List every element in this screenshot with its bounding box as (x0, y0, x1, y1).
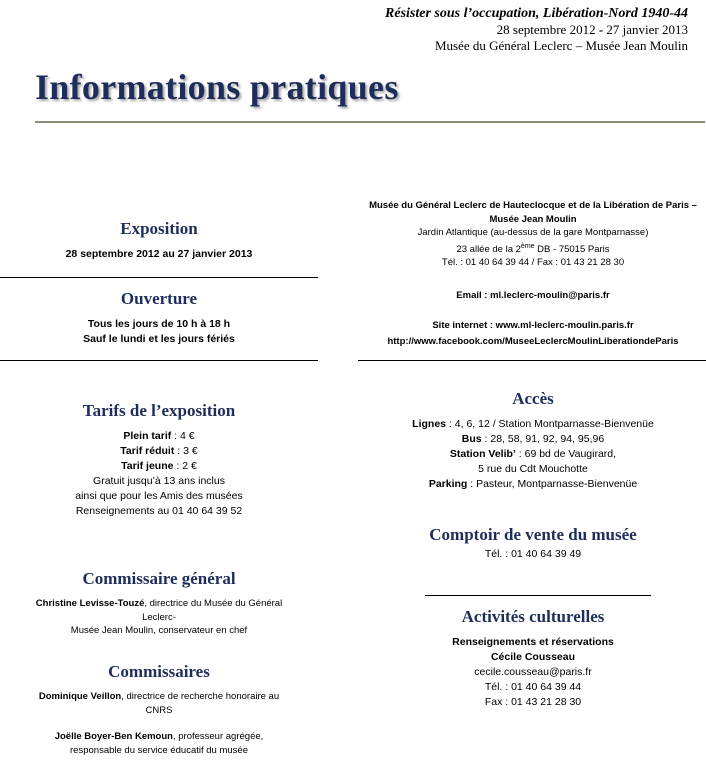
tarif-note: ainsi que pour les Amis des musées (75, 490, 243, 502)
tarif-value: : 2 € (173, 460, 197, 472)
acces-value: 5 rue du Cdt Mouchotte (478, 463, 588, 475)
acces-velib (360, 447, 706, 462)
acces-value: : 69 bd de Vaugirard, (515, 448, 617, 460)
date-start: 28 septembre 2012 (496, 22, 596, 37)
tarif-value: : 3 € (174, 445, 198, 457)
address-text: 23 allée de la 2 (456, 243, 521, 255)
museum-email[interactable]: Email : ml.leclerc-moulin@paris.fr (456, 290, 610, 301)
tarifs-list (0, 429, 318, 519)
tarif-label: Tarif jeune (121, 460, 174, 472)
commissaire-general-info (0, 597, 318, 638)
tarif-jeune (0, 459, 318, 474)
ouverture-hours (0, 317, 318, 347)
exposition-dates: 28 septembre 2012 au 27 janvier 2013 (65, 248, 253, 260)
person-name: Dominique Veillon (38, 691, 122, 702)
acces-info (360, 417, 706, 492)
tarif-plein (0, 429, 318, 444)
tarif-value: : 4 € (171, 430, 195, 442)
acces-label: Bus (461, 433, 482, 445)
person-name: Joëlle Boyer-Ben Kemoun (54, 731, 173, 742)
tarif-reduit (0, 444, 318, 459)
ouverture-heading: Ouverture (120, 289, 198, 308)
person-role: CNRS (145, 704, 173, 716)
title-divider (35, 121, 705, 123)
divider (358, 360, 706, 361)
exposition-heading: Exposition (120, 219, 198, 238)
acces-label: Station Velib’ (449, 448, 516, 460)
commissaire-general-heading: Commissaire général (82, 569, 236, 588)
tarif-label: Tarif réduit (120, 445, 175, 457)
divider (0, 277, 318, 278)
person-role: Leclerc- (142, 611, 176, 623)
contact-email[interactable]: cecile.cousseau@paris.fr (474, 666, 592, 678)
museum-names: Musée du Général Leclerc – Musée Jean Moulin (434, 38, 688, 53)
commissaire-1 (0, 690, 318, 717)
museum-name: Musée Jean Moulin (489, 213, 577, 225)
museum-website[interactable]: Site internet : www.ml-leclerc-moulin.paris.fr (432, 320, 634, 331)
acces-label: Lignes (412, 418, 447, 430)
tarif-label: Plein tarif (123, 430, 172, 442)
acces-value: : 4, 6, 12 / Station Montparnasse-Bienvenüe (446, 418, 654, 430)
activites-heading: Activités culturelles (461, 607, 605, 626)
page-title: Informations pratiques (35, 67, 399, 107)
person-role: Musée Jean Moulin, conservateur en chef (70, 625, 248, 636)
museum-phone: Tél. : 01 40 64 39 44 / Fax : 01 43 21 28 30 (441, 257, 625, 269)
acces-bus (360, 432, 706, 447)
museum-name: Musée du Général Leclerc de Hauteclocque et de la Libération de Paris – (369, 200, 697, 211)
museum-contact-block (360, 199, 706, 270)
address-text: DB - 75015 Paris (534, 243, 610, 255)
commissaire-2 (0, 730, 318, 757)
divider (0, 360, 318, 361)
person-name: Christine Levisse-Touzé (35, 598, 145, 609)
tarif-info: Renseignements au 01 40 64 39 52 (75, 505, 243, 517)
person-role: , professeur agrégée, (172, 731, 264, 742)
acces-heading: Accès (512, 389, 554, 408)
acces-parking (360, 477, 706, 492)
divider (425, 595, 651, 596)
contact-name: Cécile Cousseau (490, 651, 576, 663)
document-header (385, 6, 688, 54)
museum-address (360, 240, 706, 257)
date-end: 27 janvier 2013 (606, 22, 688, 37)
comptoir-phone: Tél. : 01 40 64 39 49 (484, 548, 582, 560)
activites-subheading: Renseignements et réservations (452, 636, 614, 648)
ouverture-line: Tous les jours de 10 h à 18 h (87, 318, 231, 330)
tarifs-heading: Tarifs de l’exposition (82, 401, 236, 420)
acces-value: : 28, 58, 91, 92, 94, 95,96 (481, 433, 605, 445)
person-role: , directrice de recherche honoraire au (121, 691, 280, 702)
museum-facebook-link[interactable]: http://www.facebook.com/MuseeLeclercMoulinLiberationdeParis (387, 336, 679, 347)
date-separator: - (598, 22, 604, 37)
contact-phone: Tél. : 01 40 64 39 44 (484, 681, 582, 693)
acces-label: Parking (428, 478, 468, 490)
person-role: , directrice du Musée du Général (144, 598, 283, 609)
comptoir-heading: Comptoir de vente du musée (429, 525, 637, 544)
acces-lignes (360, 417, 706, 432)
contact-fax: Fax : 01 43 21 28 30 (484, 696, 582, 708)
ouverture-line: Sauf le lundi et les jours fériés (83, 333, 235, 345)
commissaires-heading: Commissaires (108, 662, 210, 681)
exhibition-title: Résister sous l’occupation, Libération-Nord 1940-44 (385, 6, 688, 21)
tarif-note: Gratuit jusqu’à 13 ans inclus (93, 475, 225, 487)
acces-value: : Pasteur, Montparnasse-Bienvenüe (467, 478, 638, 490)
exhibition-dates (385, 22, 688, 38)
address-superscript: ème (520, 242, 535, 250)
person-role: responsable du service éducatif du musée (70, 744, 248, 756)
activites-info (360, 635, 706, 710)
museum-address: Jardin Atlantique (au-dessus de la gare Montparnasse) (417, 227, 649, 238)
